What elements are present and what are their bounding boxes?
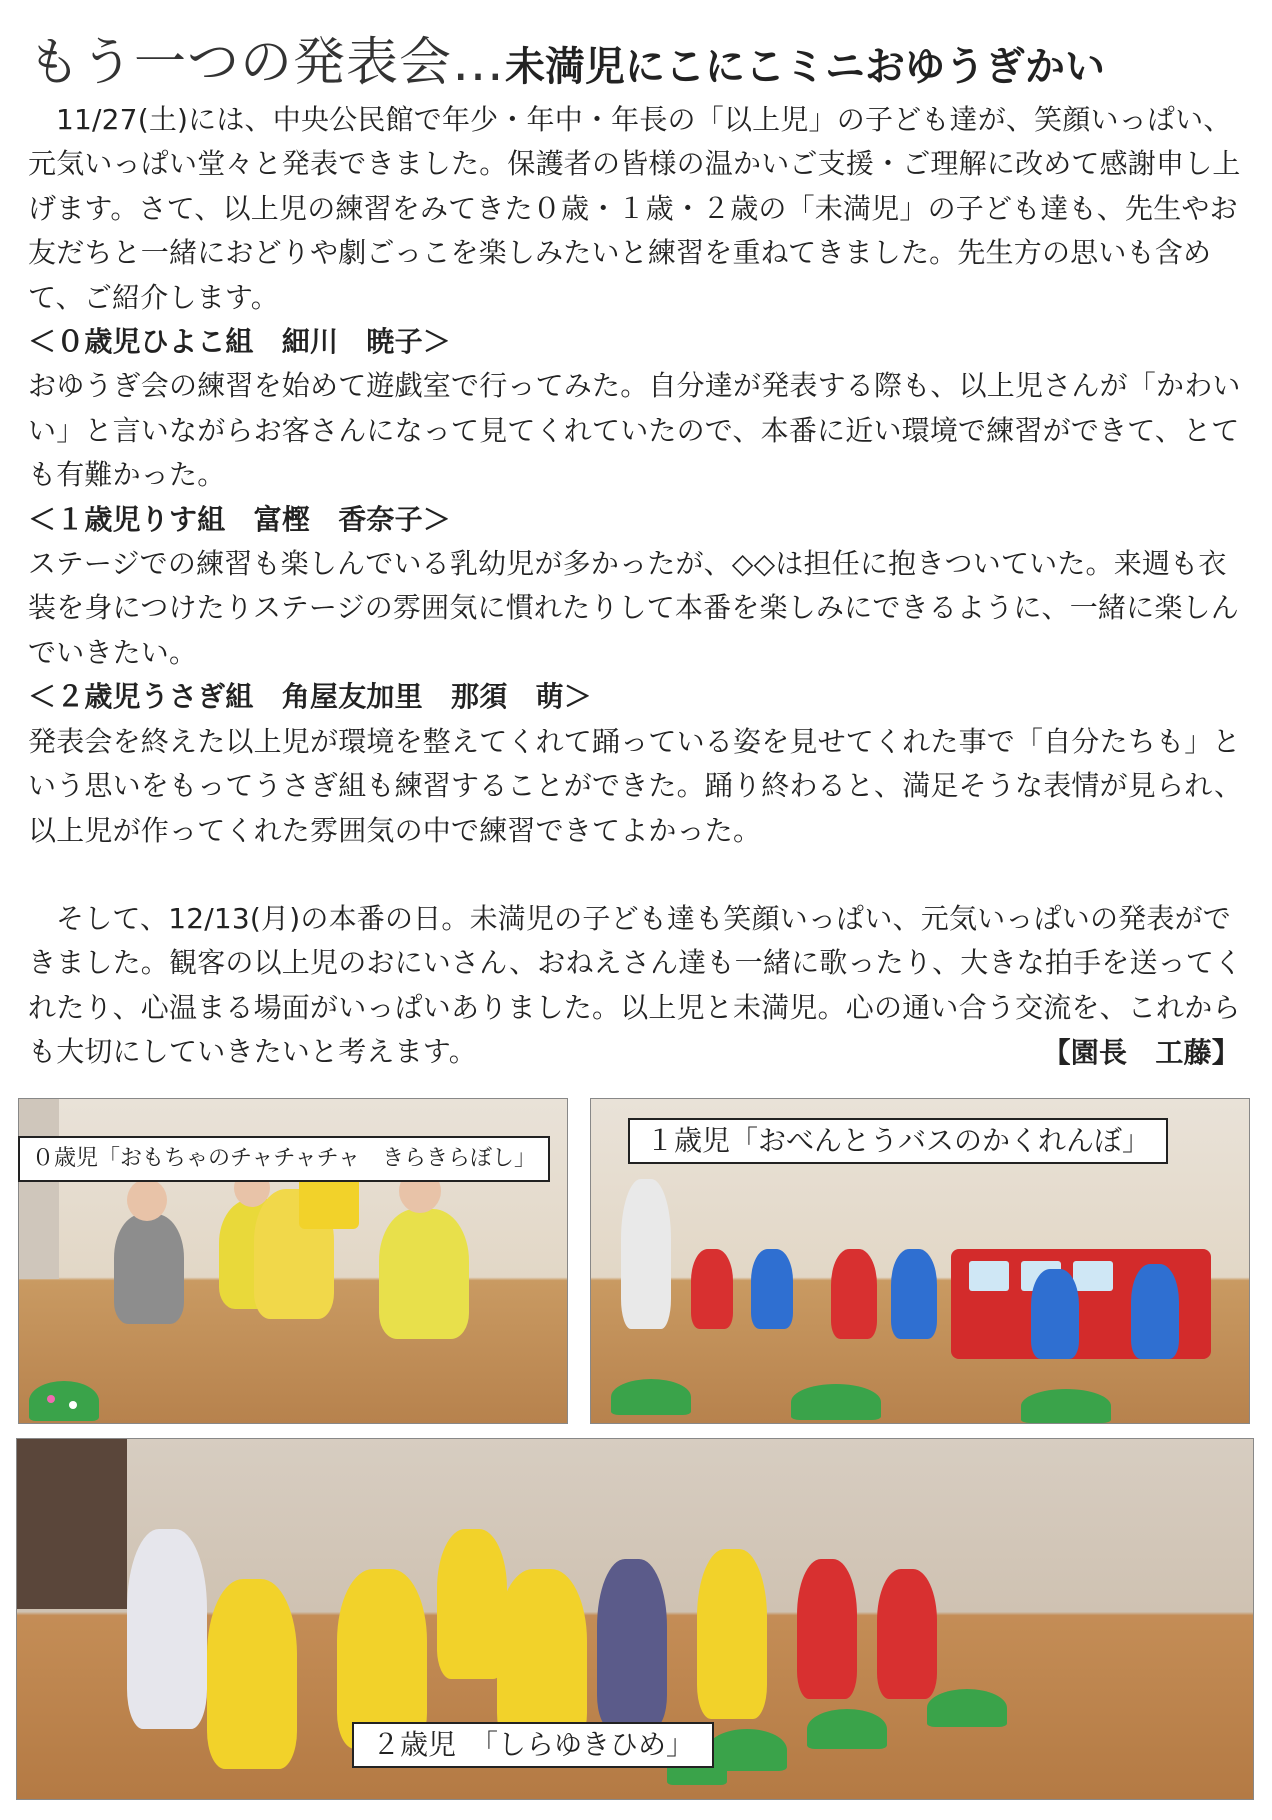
section-heading-usagi: ＜２歳児うさぎ組 角屋友加里 那須 萌＞ — [28, 680, 593, 714]
section-heading-hiyoko: ＜０歳児ひよこ組 細川 暁子＞ — [28, 325, 452, 359]
child-costume — [831, 1249, 877, 1339]
photo-caption-usagi: ２歳児 「しらゆきひめ」 — [352, 1722, 714, 1768]
flower-prop — [47, 1395, 55, 1403]
title-sub: 未満児にこにこミニおゆうぎかい — [505, 44, 1106, 90]
article-body — [28, 98, 1248, 1075]
section-heading-risu: ＜１歳児りす組 富樫 香奈子＞ — [28, 502, 452, 536]
bush-prop — [1021, 1389, 1111, 1423]
bush-prop — [791, 1384, 881, 1420]
child-costume — [797, 1559, 857, 1699]
section-text-usagi: 発表会を終えた以上児が環境を整えてくれて踊っている姿を見せてくれた事で「自分たちも」という思いをもってうさぎ組も練習することができた。踊り終わると、満足そうな表情が見られ、以上児が作ってくれた雰囲気の中で練習できてよかった。 — [28, 724, 1243, 847]
signoff: 【園長 工藤】 — [1042, 1035, 1240, 1069]
teacher-figure — [621, 1179, 671, 1329]
child-costume — [1131, 1264, 1179, 1359]
bush-prop — [29, 1381, 99, 1421]
wall-panel — [19, 1099, 59, 1279]
child-costume — [877, 1569, 937, 1699]
title-main: もう一つの発表会… — [28, 33, 506, 93]
teacher-figure — [127, 1529, 207, 1729]
child-costume — [751, 1249, 793, 1329]
bush-prop — [927, 1689, 1007, 1727]
bus-window — [1073, 1261, 1113, 1291]
section-text-risu: ステージでの練習も楽しんでいる乳幼児が多かったが、◇◇は担任に抱きついていた。来週も衣装を身につけたりステージの雰囲気に慣れたりして本番を楽しみにできるように、一緒に楽しんでいきたい。 — [28, 547, 1239, 669]
photo-caption-risu: １歳児「おべんとうバスのかくれんぼ」 — [628, 1118, 1168, 1164]
child-costume — [379, 1209, 469, 1339]
page-title — [28, 20, 1248, 93]
child-costume — [597, 1559, 667, 1729]
child-costume — [891, 1249, 937, 1339]
intro-paragraph: 11/27(土)には、中央公民館で年少・年中・年長の「以上児」の子ども達が、笑顔いっぱい、元気いっぱい堂々と発表できました。保護者の皆様の温かいご支援・ご理解に改めて感謝申し上げます。さて、以上児の練習をみてきた０歳・１歳・２歳の「未満児」の子ども達も、先生やお友だちと一緒におどりや劇ごっこを楽しみたいと練習を重ねてきました。先生方の思いも含めて、ご紹介します。 — [28, 103, 1241, 314]
bush-prop — [807, 1709, 887, 1749]
bush-prop — [611, 1379, 691, 1415]
child-costume — [1031, 1269, 1079, 1359]
teacher-figure — [114, 1214, 184, 1324]
child-head — [127, 1179, 167, 1221]
section-text-hiyoko: おゆうぎ会の練習を始めて遊戯室で行ってみた。自分達が発表する際も、以上児さんが「かわいい」と言いながらお客さんになって見てくれていたので、本番に近い環境で練習ができて、とても有難かった。 — [28, 369, 1241, 492]
photo-caption-hiyoko: ０歳児「おもちゃのチャチャチャ きらきらぼし」 — [18, 1136, 550, 1182]
closing-paragraph: そして、12/13(月)の本番の日。未満児の子ども達も笑顔いっぱい、元気いっぱいの発表ができました。観客の以上児のおにいさん、おねえさん達も一緒に歌ったり、大きな拍手を送ってくれたり、心温まる場面がいっぱいありました。以上児と未満児。心の通い合う交流を、これからも大切にしていきたいと考えます。 — [28, 901, 1243, 1069]
piano — [17, 1439, 127, 1609]
child-costume — [697, 1549, 767, 1719]
bus-window — [969, 1261, 1009, 1291]
child-costume — [691, 1249, 733, 1329]
child-costume — [207, 1579, 297, 1769]
paragraph-gap — [28, 853, 1248, 897]
flower-prop — [69, 1401, 77, 1409]
